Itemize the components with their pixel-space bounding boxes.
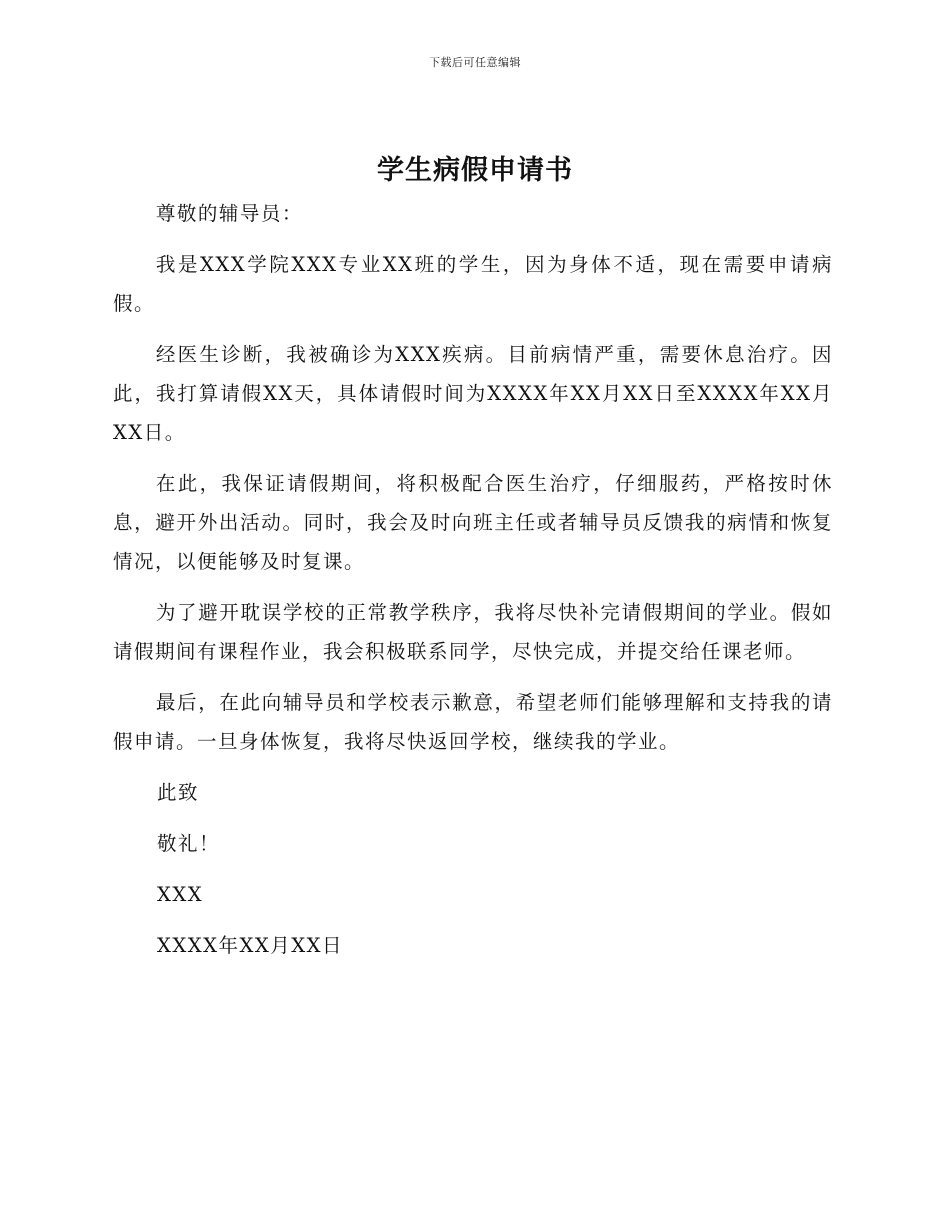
paragraph-1: 我是XXX学院XXX专业XX班的学生，因为身体不适，现在需要申请病假。 [113, 253, 833, 315]
paragraph-2: 经医生诊断，我被确诊为XXX疾病。目前病情严重，需要休息治疗。因此，我打算请假XX天，具体请假时间为XXXX年XX月XX日至XXXX年XX月XX日。 [113, 343, 833, 444]
signature-name: XXX [157, 883, 204, 906]
salutation-line-2: 敬礼！ [157, 832, 221, 855]
salutation-line-1: 此致 [157, 781, 200, 804]
greeting-line: 尊敬的辅导员： [155, 202, 303, 225]
document-body [113, 194, 833, 977]
paragraph-4: 为了避开耽误学校的正常教学秩序，我将尽快补完请假期间的学业。假如请假期间有课程作业，我会积极联系同学，尽快完成，并提交给任课老师。 [113, 601, 833, 663]
paragraph-5: 最后，在此向辅导员和学校表示歉意，希望老师们能够理解和支持我的请假申请。一旦身体恢复，我将尽快返回学校，继续我的学业。 [113, 691, 833, 753]
paragraph-3: 在此，我保证请假期间，将积极配合医生治疗，仔细服药，严格按时休息，避开外出活动。同时，我会及时向班主任或者辅导员反馈我的病情和恢复情况，以便能够及时复课。 [113, 472, 833, 573]
document-title: 学生病假申请书 [377, 155, 573, 186]
header-note: 下载后可任意编辑 [429, 56, 521, 69]
signature-date: XXXX年XX月XX日 [157, 934, 344, 957]
